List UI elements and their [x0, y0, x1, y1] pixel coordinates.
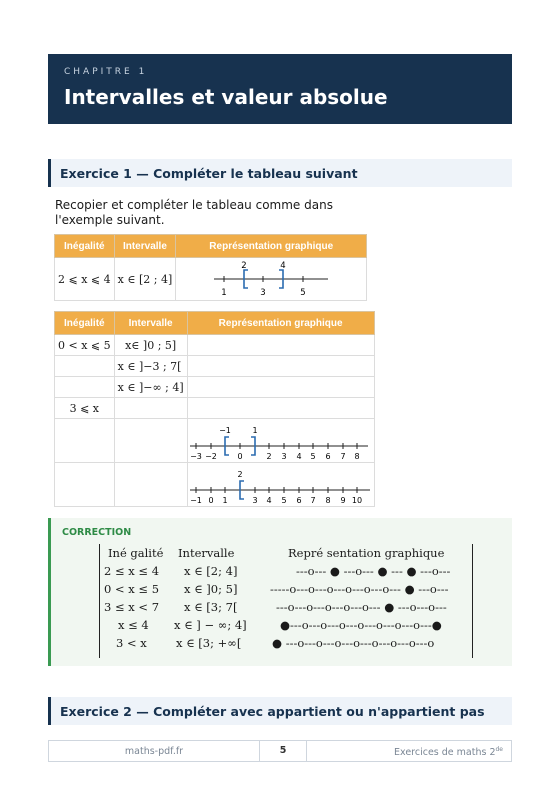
row-interval: x ∈ ]−∞ ; 4] [114, 377, 187, 398]
example-lower-label: 3 [260, 288, 266, 298]
row-interval: x ∈ ]−3 ; 7[ [114, 356, 187, 377]
upper-label: 1 [252, 426, 258, 435]
exercise-2-title: Exercice 2 — Compléter avec appartient ou n'appartient pas [60, 704, 485, 719]
row-graph [187, 335, 374, 356]
row-inequality [55, 419, 115, 463]
tick-label: 8 [354, 452, 360, 461]
example-upper-label: 2 [241, 261, 247, 271]
row-interval [114, 419, 187, 463]
row-graph [187, 398, 374, 419]
row-inequality: 2 ≤ x ≤ 4 [104, 564, 160, 578]
exercise-table [54, 311, 375, 507]
tick-label: 5 [310, 452, 316, 461]
tick-label: 8 [325, 496, 331, 505]
tick-label: 1 [222, 496, 228, 505]
row-interval [114, 398, 187, 419]
correction-label: CORRECTION [62, 527, 132, 538]
upper-label: 2 [237, 470, 243, 479]
tick-label: 4 [296, 452, 302, 461]
row-inequality [55, 356, 115, 377]
tick-label: −3 [189, 452, 202, 461]
tick-label: 9 [340, 496, 346, 505]
table-row [55, 356, 375, 377]
tick-label: −2 [204, 452, 217, 461]
exercise-2-heading [48, 697, 512, 725]
tick-label: 6 [296, 496, 302, 505]
example-interval: x ∈ [2 ; 4] [114, 258, 176, 301]
tick-label: 2 [266, 452, 272, 461]
table-row [55, 377, 375, 398]
row-graph: ● ---o---o---o---o---o---o---o---o [272, 636, 435, 650]
row-graph: ---o--- ● ---o--- ● --- ● ---o--- [296, 564, 451, 578]
tick-label: 7 [340, 452, 346, 461]
page-footer [48, 740, 512, 762]
footer-page-number: 5 [259, 741, 307, 761]
example-number-line [176, 258, 367, 301]
row-interval: x ∈ ]0; 5] [184, 582, 238, 596]
tick-label: 7 [310, 496, 316, 505]
correction-header: Repré sentation graphique [288, 546, 445, 560]
tick-label: 0 [237, 452, 243, 461]
row-graph: -----o---o---o---o---o---o--- ● ---o--- [270, 582, 449, 596]
table-row [100, 564, 472, 580]
correction-header: Intervalle [178, 546, 235, 560]
upper-label: −1 [218, 426, 231, 435]
example-upper-label: 4 [280, 261, 286, 271]
row-inequality [55, 377, 115, 398]
row-interval [114, 463, 187, 507]
chapter-banner [48, 54, 512, 124]
tick-label: 5 [281, 496, 287, 505]
correction-header-row [100, 546, 472, 562]
row-inequality: 3 ≤ x < 7 [104, 600, 160, 614]
row-interval: x ∈ [3; 7[ [184, 600, 238, 614]
example-table [54, 234, 367, 301]
table-row [100, 636, 472, 652]
row-graph-number-line [187, 463, 374, 507]
footer-right [394, 746, 503, 758]
correction-box [48, 518, 512, 666]
exercise-1-heading [48, 159, 512, 187]
row-graph: ---o---o---o---o---o--- ● ---o---o--- [276, 600, 447, 614]
table-row [100, 582, 472, 598]
example-header-interval: Intervalle [114, 235, 176, 258]
table-row [100, 600, 472, 616]
table-row [55, 419, 375, 463]
tick-label: 6 [325, 452, 331, 461]
exercise-1-title: Exercice 1 — Compléter le tableau suivant [60, 166, 358, 181]
row-inequality: 0 < x ≤ 5 [104, 582, 160, 596]
example-header-inequality: Inégalité [55, 235, 115, 258]
table-header-interval: Intervalle [114, 312, 187, 335]
tick-label: 3 [252, 496, 258, 505]
row-inequality: 3 ⩽ x [55, 398, 115, 419]
row-interval: x ∈ [2; 4] [184, 564, 238, 578]
tick-label: −1 [189, 496, 202, 505]
row-inequality: 3 < x [116, 636, 147, 650]
table-row [100, 618, 472, 634]
table-row [55, 335, 375, 356]
row-inequality [55, 463, 115, 507]
tick-label: 0 [208, 496, 214, 505]
example-inequality: 2 ⩽ x ⩽ 4 [55, 258, 115, 301]
tick-label: 3 [281, 452, 287, 461]
row-inequality: x ≤ 4 [118, 618, 149, 632]
chapter-label: CHAPITRE 1 [64, 67, 148, 77]
table-row [55, 398, 375, 419]
row-graph [187, 377, 374, 398]
table-row [55, 463, 375, 507]
footer-site: maths-pdf.fr [124, 746, 184, 757]
row-graph [187, 356, 374, 377]
row-graph-number-line [187, 419, 374, 463]
example-lower-label: 1 [221, 288, 227, 298]
row-graph: ●---o---o---o---o---o---o---o---● [280, 618, 442, 632]
tick-label: 10 [351, 496, 362, 505]
footer-right-sup: de [495, 746, 503, 753]
table-header-inequality: Inégalité [55, 312, 115, 335]
exercise-1-instructions: Recopier et compléter le tableau comme dans l'exemple suivant. [55, 198, 333, 227]
tick-label: 4 [266, 496, 272, 505]
row-interval: x ∈ [3; +∞[ [176, 636, 242, 650]
row-inequality: 0 < x ⩽ 5 [55, 335, 115, 356]
footer-right-text: Exercices de maths 2 [393, 747, 496, 759]
table-header-graph: Représentation graphique [187, 312, 374, 335]
row-interval: x∈ ]0 ; 5] [114, 335, 187, 356]
page-title: Intervalles et valeur absolue [64, 85, 388, 109]
row-interval: x ∈ ] − ∞; 4] [174, 618, 247, 632]
example-lower-label: 5 [300, 288, 306, 298]
correction-header: Iné galité [108, 546, 164, 560]
example-header-graph: Représentation graphique [176, 235, 367, 258]
correction-table [99, 544, 473, 658]
